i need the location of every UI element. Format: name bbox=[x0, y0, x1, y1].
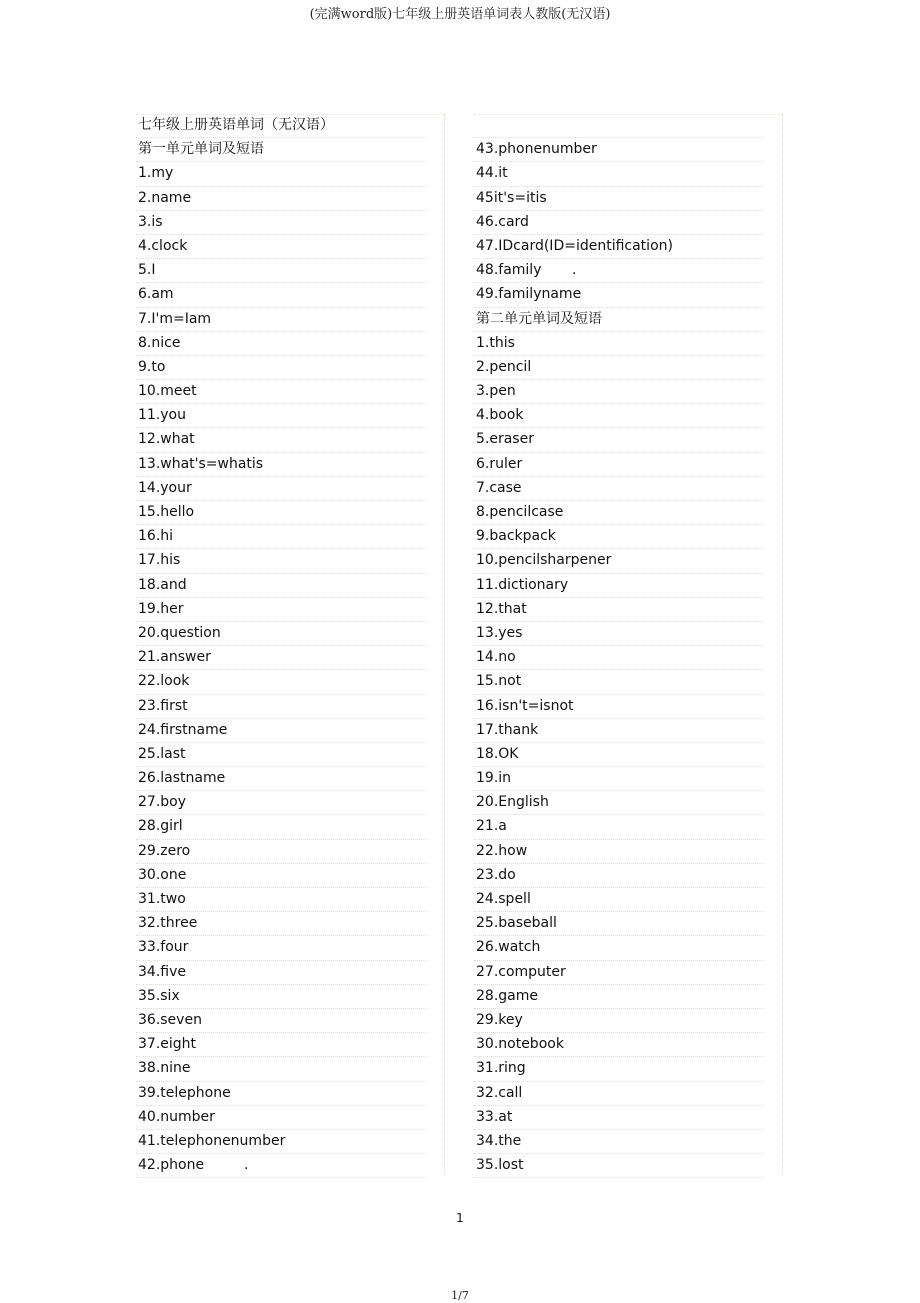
word-text: 9.backpack bbox=[476, 528, 556, 545]
word-entry bbox=[136, 670, 426, 694]
word-text: 18.and bbox=[138, 576, 187, 593]
word-entry bbox=[474, 695, 764, 719]
word-text: 8.nice bbox=[138, 334, 181, 351]
word-text: 17.thank bbox=[476, 721, 539, 738]
word-entry bbox=[136, 1082, 426, 1106]
word-entry bbox=[136, 404, 426, 428]
word-text: 19.her bbox=[138, 600, 184, 617]
word-text: 35.lost bbox=[476, 1157, 524, 1174]
word-text: 30.one bbox=[138, 866, 187, 883]
word-entry bbox=[136, 235, 426, 259]
word-text: 34.the bbox=[476, 1132, 522, 1149]
word-text: 28.girl bbox=[138, 818, 183, 835]
word-text: 9.to bbox=[138, 358, 166, 375]
word-entry bbox=[136, 1033, 426, 1057]
word-text: 7.case bbox=[476, 479, 522, 496]
word-entry bbox=[474, 356, 764, 380]
word-text: 1.this bbox=[476, 334, 515, 351]
word-entry bbox=[136, 453, 426, 477]
word-text: 26.lastname bbox=[138, 770, 226, 787]
word-entry bbox=[136, 574, 426, 598]
word-text: 49.familyname bbox=[476, 286, 582, 303]
word-text: 3.pen bbox=[476, 383, 516, 400]
word-text: 20.English bbox=[476, 794, 549, 811]
word-entry bbox=[136, 719, 426, 743]
word-text: 22.how bbox=[476, 842, 528, 859]
word-text: 2.name bbox=[138, 189, 192, 206]
word-entry bbox=[474, 743, 764, 767]
word-entry bbox=[474, 1009, 764, 1033]
word-entry bbox=[474, 670, 764, 694]
word-text: 14.your bbox=[138, 479, 192, 496]
word-text: 第二单元单词及短语 bbox=[476, 310, 602, 327]
word-text: 33.at bbox=[476, 1108, 513, 1125]
word-entry bbox=[136, 308, 426, 332]
word-entry bbox=[474, 864, 764, 888]
word-entry bbox=[474, 1154, 764, 1178]
word-entry bbox=[474, 1082, 764, 1106]
word-text: 36.seven bbox=[138, 1011, 202, 1028]
word-entry bbox=[136, 187, 426, 211]
word-entry bbox=[474, 477, 764, 501]
word-text: 17.his bbox=[138, 552, 181, 569]
word-entry bbox=[136, 1106, 426, 1130]
word-text: 47.IDcard(ID=identification) bbox=[476, 237, 673, 254]
word-entry bbox=[136, 912, 426, 936]
word-text: 3.is bbox=[138, 213, 163, 230]
word-text: 21.a bbox=[476, 818, 507, 835]
word-text: 31.two bbox=[138, 891, 186, 907]
word-entry bbox=[474, 283, 764, 307]
word-text: 12.what bbox=[138, 431, 195, 448]
word-text: 5.I bbox=[138, 262, 156, 279]
word-text: 46.card bbox=[476, 213, 529, 230]
word-text: 5.eraser bbox=[476, 431, 534, 448]
word-entry bbox=[136, 501, 426, 525]
word-entry bbox=[474, 598, 764, 622]
word-entry bbox=[136, 695, 426, 719]
word-text: 18.OK bbox=[476, 745, 519, 762]
word-text: 11.you bbox=[138, 407, 186, 424]
word-text: 26.watch bbox=[476, 939, 541, 956]
word-entry bbox=[136, 936, 426, 960]
word-entry bbox=[474, 235, 764, 259]
word-entry bbox=[474, 719, 764, 743]
word-text: 39.telephone bbox=[138, 1084, 231, 1101]
word-entry bbox=[136, 888, 426, 912]
word-text: 32.call bbox=[476, 1084, 523, 1101]
word-entry bbox=[474, 380, 764, 404]
word-text: 2.pencil bbox=[476, 358, 532, 375]
word-entry bbox=[474, 114, 764, 138]
document-header: (完满word版)七年级上册英语单词表人教版(无汉语) bbox=[309, 7, 611, 22]
word-entry bbox=[474, 525, 764, 549]
word-text: 23.first bbox=[138, 697, 188, 714]
word-text: 27.computer bbox=[476, 963, 566, 980]
word-entry bbox=[474, 791, 764, 815]
word-entry bbox=[474, 1106, 764, 1130]
word-text: 29.key bbox=[476, 1011, 523, 1028]
word-text: 38.nine bbox=[138, 1060, 191, 1077]
word-text: 20.question bbox=[138, 624, 221, 641]
word-text: 4.book bbox=[476, 407, 524, 424]
word-entry bbox=[474, 1130, 764, 1154]
word-text: 31.ring bbox=[476, 1060, 526, 1077]
word-entry bbox=[136, 1154, 426, 1178]
word-entry bbox=[474, 259, 764, 283]
word-text: 24.firstname bbox=[138, 721, 228, 738]
word-entry bbox=[474, 187, 764, 211]
page-number: 1 bbox=[456, 1211, 464, 1225]
word-entry bbox=[474, 428, 764, 452]
word-text: 6.ruler bbox=[476, 455, 523, 472]
word-entry bbox=[136, 477, 426, 501]
word-entry bbox=[474, 211, 764, 235]
word-entry bbox=[136, 598, 426, 622]
word-text: 15.not bbox=[476, 673, 522, 690]
word-entry bbox=[136, 815, 426, 839]
word-text: 4.clock bbox=[138, 237, 188, 254]
word-entry bbox=[474, 815, 764, 839]
word-text: 13.what's=whatis bbox=[138, 455, 264, 472]
word-entry bbox=[474, 912, 764, 936]
word-entry bbox=[136, 791, 426, 815]
word-entry bbox=[474, 840, 764, 864]
word-entry bbox=[474, 646, 764, 670]
word-entry bbox=[136, 525, 426, 549]
word-entry bbox=[136, 380, 426, 404]
word-entry bbox=[136, 646, 426, 670]
section-heading bbox=[474, 308, 764, 332]
word-entry bbox=[474, 985, 764, 1009]
word-text: 32.three bbox=[138, 915, 198, 932]
word-entry bbox=[136, 1009, 426, 1033]
word-entry bbox=[136, 162, 426, 186]
word-text: 22.look bbox=[138, 673, 190, 690]
word-entry bbox=[136, 332, 426, 356]
word-text: 44.it bbox=[476, 165, 508, 182]
word-text: 16.isn't=isnot bbox=[476, 697, 574, 714]
word-entry bbox=[474, 767, 764, 791]
left-word-column bbox=[136, 114, 445, 1174]
word-text: 10.pencilsharpener bbox=[476, 552, 612, 569]
word-entry bbox=[136, 549, 426, 573]
word-text: 40.number bbox=[138, 1108, 215, 1125]
word-entry bbox=[136, 211, 426, 235]
word-text: 25.baseball bbox=[476, 915, 557, 932]
word-text: 45it's=itis bbox=[476, 189, 547, 206]
word-entry bbox=[136, 1130, 426, 1154]
word-entry bbox=[136, 840, 426, 864]
word-text: 13.yes bbox=[476, 624, 523, 641]
word-text: 29.zero bbox=[138, 842, 191, 859]
section-heading bbox=[136, 114, 426, 138]
word-text: 25.last bbox=[138, 745, 186, 762]
word-entry bbox=[474, 622, 764, 646]
word-entry bbox=[136, 1057, 426, 1081]
word-text: 41.telephonenumber bbox=[138, 1132, 286, 1149]
word-text: 15.hello bbox=[138, 504, 195, 520]
word-text: 11.dictionary bbox=[476, 576, 569, 593]
word-text: 43.phonenumber bbox=[476, 141, 597, 158]
word-entry bbox=[474, 961, 764, 985]
word-text: 28.game bbox=[476, 987, 538, 1004]
word-entry bbox=[474, 888, 764, 912]
word-entry bbox=[136, 961, 426, 985]
word-entry bbox=[474, 574, 764, 598]
word-text: 16.hi bbox=[138, 528, 174, 545]
word-entry bbox=[136, 356, 426, 380]
word-entry bbox=[474, 138, 764, 162]
word-text: 33.four bbox=[138, 939, 189, 956]
page-count: 1/7 bbox=[451, 1289, 469, 1302]
word-text: 27.boy bbox=[138, 794, 187, 811]
word-entry bbox=[474, 453, 764, 477]
word-text: 24.spell bbox=[476, 891, 531, 907]
word-text: 48.family bbox=[476, 262, 542, 279]
word-text: 6.am bbox=[138, 286, 174, 303]
word-entry bbox=[136, 428, 426, 452]
section-heading bbox=[136, 138, 426, 162]
word-text: 30.notebook bbox=[476, 1036, 564, 1053]
word-entry bbox=[474, 1033, 764, 1057]
word-text: 七年级上册英语单词（无汉语） bbox=[138, 117, 334, 133]
word-entry bbox=[136, 985, 426, 1009]
word-entry bbox=[136, 622, 426, 646]
word-entry bbox=[474, 501, 764, 525]
word-entry bbox=[136, 864, 426, 888]
word-text: 23.do bbox=[476, 866, 516, 883]
word-text: 35.six bbox=[138, 987, 180, 1004]
word-text: 37.eight bbox=[138, 1036, 197, 1053]
word-text: 34.five bbox=[138, 963, 186, 980]
word-entry bbox=[474, 404, 764, 428]
word-entry bbox=[474, 332, 764, 356]
word-entry bbox=[474, 549, 764, 573]
word-text: 42.phone bbox=[138, 1157, 205, 1174]
word-text: 19.in bbox=[476, 770, 512, 787]
word-entry bbox=[136, 283, 426, 307]
word-text: 第一单元单词及短语 bbox=[138, 141, 264, 158]
word-entry bbox=[474, 1057, 764, 1081]
word-text: 21.answer bbox=[138, 649, 211, 666]
stray-dot: . bbox=[572, 262, 577, 279]
right-word-column bbox=[474, 114, 783, 1174]
word-text: 12.that bbox=[476, 600, 527, 617]
word-entry bbox=[474, 162, 764, 186]
stray-dot: . bbox=[244, 1157, 249, 1174]
word-text: 10.meet bbox=[138, 383, 197, 400]
word-entry bbox=[474, 936, 764, 960]
word-entry bbox=[136, 743, 426, 767]
word-entry bbox=[136, 767, 426, 791]
word-text: 1.my bbox=[138, 165, 174, 182]
word-text: 14.no bbox=[476, 649, 516, 666]
word-text: 7.I'm=Iam bbox=[138, 310, 212, 327]
word-entry bbox=[136, 259, 426, 283]
word-text: 8.pencilcase bbox=[476, 504, 564, 520]
